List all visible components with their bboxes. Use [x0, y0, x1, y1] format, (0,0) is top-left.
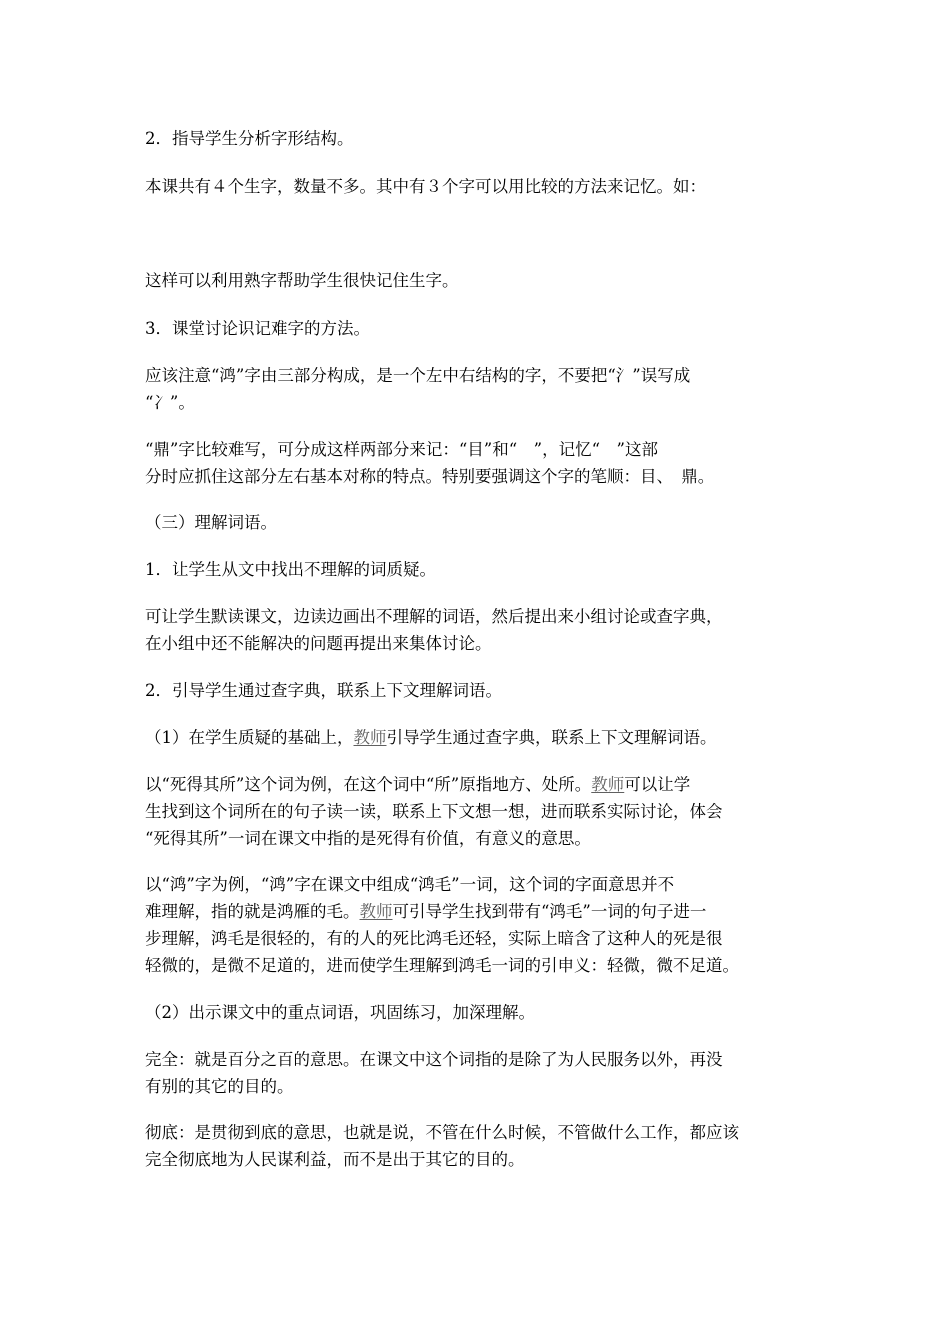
paragraph-line: 分时应抓住这部分左右基本对称的特点。特别要强调这个字的笔顺：目、 鼎。 — [145, 467, 715, 486]
sub-step-heading: （2）出示课文中的重点词语，巩固练习，加深理解。 — [145, 1003, 535, 1022]
step-1-heading: 1．让学生从文中找出不理解的词质疑。 — [145, 560, 436, 579]
paragraph-line: “鼎”字比较难写，可分成这样两部分来记：“目”和“ ”，记忆“ ”这部 — [145, 440, 658, 459]
text-segment: 可以让学 — [624, 775, 691, 794]
step-2-heading: 2．指导学生分析字形结构。 — [145, 129, 354, 148]
paragraph-line: 完全彻底地为人民谋利益，而不是出于其它的目的。 — [145, 1150, 525, 1169]
text-segment: 以“死得其所”这个词为例，在这个词中“所”原指地方、处所。 — [145, 775, 592, 794]
paragraph-line: “冫”。 — [145, 393, 195, 412]
text-segment: 引导学生通过查字典，联系上下文理解词语。 — [386, 728, 717, 747]
paragraph-line: 轻微的，是微不足道的，进而使学生理解到鸿毛一词的引申义：轻微，微不足道。 — [145, 956, 739, 975]
teacher-link[interactable]: 教师 — [359, 902, 393, 921]
paragraph-line: 可让学生默读课文，边读边画出不理解的词语，然后提出来小组讨论或查字典， — [145, 607, 723, 626]
paragraph-line: 本课共有４个生字，数量不多。其中有３个字可以用比较的方法来记忆。如： — [145, 177, 706, 196]
text-segment: （1）在学生质疑的基础上， — [145, 728, 354, 747]
paragraph-line: 步理解，鸿毛是很轻的，有的人的死比鸿毛还轻，实际上暗含了这种人的死是很 — [145, 929, 723, 948]
teacher-link[interactable]: 教师 — [353, 728, 387, 747]
paragraph-line — [145, 724, 813, 751]
paragraph-line: 有别的其它的目的。 — [145, 1077, 294, 1096]
step-3-heading: 3．课堂讨论识记难字的方法。 — [145, 319, 370, 338]
paragraph-line: “死得其所”一词在课文中指的是死得有价值，有意义的意思。 — [145, 829, 591, 848]
paragraph-line: 在小组中还不能解决的问题再提出来集体讨论。 — [145, 634, 492, 653]
text-segment: 可引导学生找到带有“鸿毛”一词的句子进一 — [392, 902, 707, 921]
teacher-link[interactable]: 教师 — [591, 775, 625, 794]
paragraph-line: 以“鸿”字为例，“鸿”字在课文中组成“鸿毛”一词，这个词的字面意思并不 — [145, 875, 675, 894]
paragraph-line: 生找到这个词所在的句子读一读，联系上下文想一想，进而联系实际讨论，体会 — [145, 802, 723, 821]
section-heading: （三）理解词语。 — [145, 513, 277, 532]
paragraph-line: 彻底：是贯彻到底的意思，也就是说，不管在什么时候，不管做什么工作，都应该 — [145, 1123, 739, 1142]
paragraph-line — [145, 898, 813, 925]
paragraph-line — [145, 771, 813, 798]
paragraph-line: 这样可以利用熟字帮助学生很快记住生字。 — [145, 271, 459, 290]
paragraph-line: 应该注意“鸿”字由三部分构成，是一个左中右结构的字，不要把“氵”误写成 — [145, 366, 691, 385]
text-segment: 难理解，指的就是鸿雁的毛。 — [145, 902, 360, 921]
paragraph-line: 完全：就是百分之百的意思。在课文中这个词指的是除了为人民服务以外，再没 — [145, 1050, 723, 1069]
step-2b-heading: 2．引导学生通过查字典，联系上下文理解词语。 — [145, 681, 502, 700]
